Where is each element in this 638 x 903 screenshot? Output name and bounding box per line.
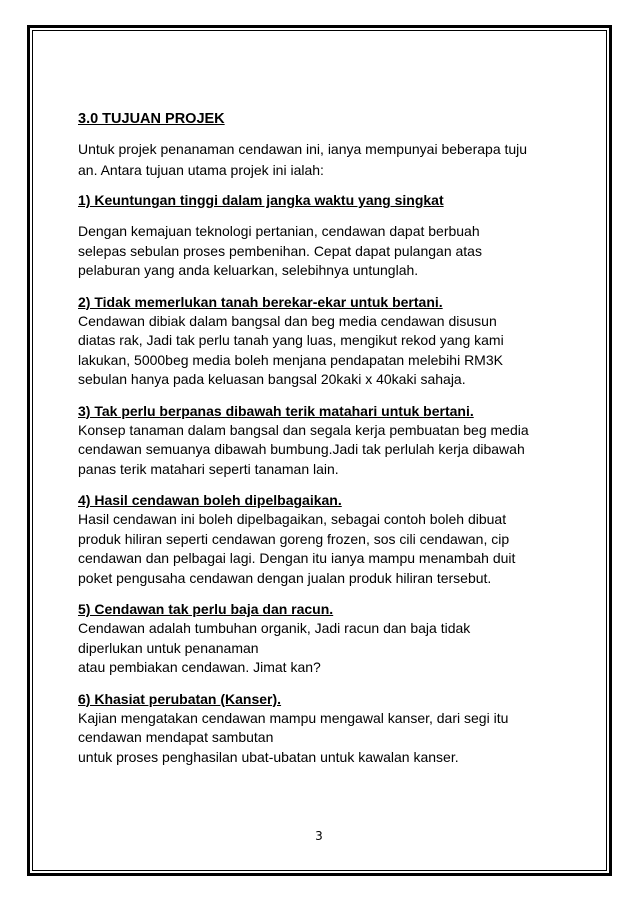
paragraph-line: diperlukan untuk penanaman	[78, 639, 259, 656]
section-paragraph	[78, 222, 562, 281]
paragraph-line: sebulan hanya pada keluasan bangsal 20kaki x 40kaki sahaja.	[78, 371, 466, 387]
section-heading: 3) Tak perlu berpanas dibawah terik matahari untuk bertani.	[78, 402, 474, 419]
paragraph-line: untuk proses penghasilan ubat-ubatan untuk kawalan kanser.	[78, 748, 459, 765]
paragraph-line: pelaburan yang anda keluarkan, selebihnya untunglah.	[78, 262, 419, 278]
section-heading: 5) Cendawan tak perlu baja dan racun.	[78, 601, 334, 617]
section-khasiat	[78, 690, 562, 768]
paragraph-line: lakukan, 5000beg media boleh menjana pendapatan melebihi RM3K	[78, 351, 503, 368]
paragraph-line: Cendawan adalah tumbuhan organik, Jadi racun dan baja tidak	[78, 620, 471, 636]
section-berpanas	[78, 402, 562, 480]
paragraph-line: Kajian mengatakan cendawan mampu mengawal kanser, dari segi itu	[78, 709, 509, 726]
page-number: 3	[315, 829, 323, 843]
paragraph-line: cendawan semuanya dibawah bumbung.Jadi tak perlulah kerja dibawah	[78, 441, 525, 457]
paragraph-line: Konsep tanaman dalam bangsal dan segala kerja pembuatan beg media	[78, 421, 529, 438]
section-keuntungan	[78, 191, 562, 281]
paragraph-line: Cendawan dibiak dalam bangsal dan beg media cendawan disusun	[78, 312, 497, 329]
paragraph-line: cendawan mendapat sambutan	[78, 729, 274, 745]
intro-line: Untuk projek penanaman cendawan ini, ianya mempunyai beberapa tuju	[78, 141, 528, 157]
paragraph-line: Dengan kemajuan teknologi pertanian, cendawan dapat berbuah	[78, 223, 480, 239]
paragraph-line: poket pengusaha cendawan dengan jualan produk hiliran tersebut.	[78, 569, 492, 586]
section-heading: 6) Khasiat perubatan (Kanser).	[78, 690, 282, 707]
document-title: 3.0 TUJUAN PROJEK	[78, 111, 225, 127]
paragraph-line: selepas sebulan proses pembenihan. Cepat dapat pulangan atas	[78, 242, 482, 259]
section-tanah	[78, 293, 562, 390]
intro-line: an. Antara tujuan utama projek ini ialah:	[78, 162, 324, 178]
section-heading: 2) Tidak memerlukan tanah berekar-ekar untuk bertani.	[78, 293, 443, 310]
paragraph-line: diatas rak, Jadi tak perlu tanah yang luas, mengikut rekod yang kami	[78, 332, 504, 348]
section-paragraph	[78, 312, 562, 390]
section-paragraph	[78, 619, 562, 678]
section-heading: 4) Hasil cendawan boleh dipelbagaikan.	[78, 492, 342, 508]
section-paragraph	[78, 421, 562, 480]
paragraph-line: Hasil cendawan ini boleh dipelbagaikan, sebagai contoh boleh dibuat	[78, 511, 507, 527]
paragraph-line: produk hiliran seperti cendawan goreng frozen, sos cili cendawan, cip	[78, 530, 510, 547]
paragraph-line: atau pembiakan cendawan. Jimat kan?	[78, 659, 321, 675]
paragraph-line: panas terik matahari seperti tanaman lain.	[78, 460, 339, 477]
section-baja	[78, 600, 562, 678]
section-heading: 1) Keuntungan tinggi dalam jangka waktu yang singkat	[78, 192, 444, 208]
section-paragraph	[78, 510, 562, 588]
section-hasil	[78, 491, 562, 588]
document-body	[78, 110, 562, 779]
intro-paragraph	[78, 139, 562, 181]
paragraph-line: cendawan dan pelbagai lagi. Dengan itu ianya mampu menambah duit	[78, 550, 516, 566]
section-paragraph	[78, 709, 562, 768]
